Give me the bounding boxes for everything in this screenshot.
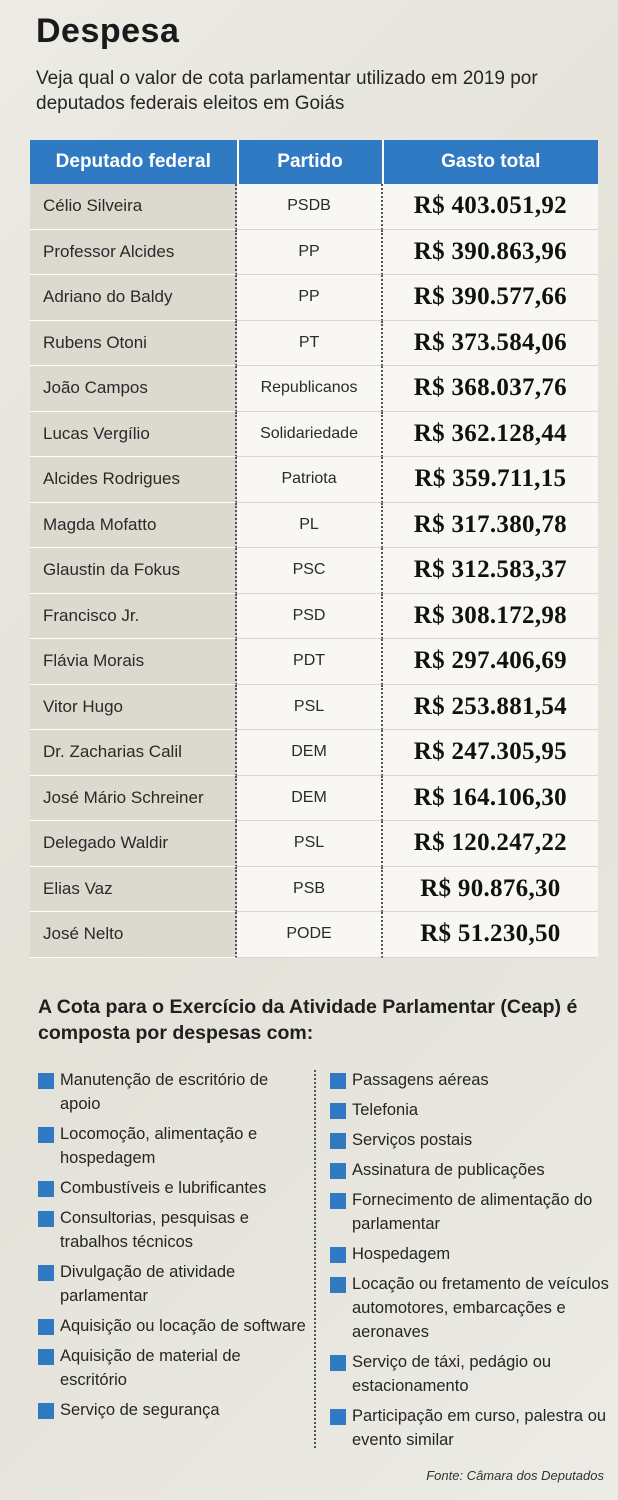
ceap-list-item [330,1272,610,1344]
blue-square-bullet-icon [38,1319,54,1335]
blue-square-bullet-icon [330,1277,346,1293]
blue-square-bullet-icon [38,1265,54,1281]
ceap-item-text: Assinatura de publicações [352,1161,545,1179]
table-row [30,412,598,458]
ceap-item-text: Serviço de táxi, pedágio ou estacionamento [352,1353,552,1395]
total-spent: R$ 51.230,50 [383,912,598,958]
total-spent: R$ 120.247,22 [383,821,598,867]
deputy-name: Dr. Zacharias Calil [30,730,237,776]
ceap-item-text: Locomoção, alimentação e hospedagem [60,1125,258,1167]
blue-square-bullet-icon [38,1211,54,1227]
ceap-list-item [38,1314,308,1338]
ceap-list-item [330,1242,610,1266]
ceap-list-item [330,1350,610,1398]
blue-square-bullet-icon [330,1163,346,1179]
ceap-item-text: Telefonia [352,1101,419,1119]
total-spent: R$ 362.128,44 [383,412,598,458]
party-name: PP [237,275,382,321]
blue-square-bullet-icon [330,1103,346,1119]
blue-square-bullet-icon [38,1073,54,1089]
column-divider [314,1070,316,1448]
blue-square-bullet-icon [330,1133,346,1149]
table-row [30,730,598,776]
ceap-item-text: Participação em curso, palestra ou evento similar [352,1407,607,1449]
party-name: PSC [237,548,382,594]
total-spent: R$ 359.711,15 [383,457,598,503]
table-row [30,503,598,549]
ceap-list-item [330,1068,610,1092]
deputy-name: Professor Alcides [30,230,237,276]
total-spent: R$ 253.881,54 [383,685,598,731]
blue-square-bullet-icon [38,1403,54,1419]
table-header [30,140,598,184]
total-spent: R$ 164.106,30 [383,776,598,822]
ceap-item-text: Hospedagem [352,1245,451,1263]
deputy-name: José Mário Schreiner [30,776,237,822]
ceap-item-text: Serviços postais [352,1131,473,1149]
blue-square-bullet-icon [38,1181,54,1197]
blue-square-bullet-icon [330,1073,346,1089]
table-row [30,275,598,321]
deputy-name: Delegado Waldir [30,821,237,867]
total-spent: R$ 373.584,06 [383,321,598,367]
deputy-name: Flávia Morais [30,639,237,685]
party-name: PT [237,321,382,367]
ceap-item-text: Locação ou fretamento de veículos automotores, embarcações e aeronaves [352,1275,609,1341]
total-spent: R$ 317.380,78 [383,503,598,549]
ceap-list-item [38,1260,308,1308]
deputy-name: Lucas Vergílio [30,412,237,458]
blue-square-bullet-icon [38,1127,54,1143]
deputy-name: Célio Silveira [30,184,237,230]
deputy-name: Glaustin da Fokus [30,548,237,594]
ceap-item-text: Passagens aéreas [352,1071,489,1089]
total-spent: R$ 247.305,95 [383,730,598,776]
party-name: PSB [237,867,382,913]
total-spent: R$ 297.406,69 [383,639,598,685]
blue-square-bullet-icon [38,1349,54,1365]
party-name: PSD [237,594,382,640]
table-body [30,184,598,958]
ceap-list-item [38,1206,308,1254]
ceap-list-item [38,1398,308,1422]
expense-table [30,140,598,958]
deputy-name: Vitor Hugo [30,685,237,731]
total-spent: R$ 390.863,96 [383,230,598,276]
table-row [30,230,598,276]
table-row [30,685,598,731]
blue-square-bullet-icon [330,1193,346,1209]
ceap-item-text: Combustíveis e lubrificantes [60,1179,267,1197]
party-name: PSL [237,821,382,867]
ceap-list-item [38,1068,308,1116]
party-name: Patriota [237,457,382,503]
total-spent: R$ 403.051,92 [383,184,598,230]
party-name: Republicanos [237,366,382,412]
source-note: Fonte: Câmara dos Deputados [426,1468,604,1483]
page-title: Despesa [36,12,180,50]
blue-square-bullet-icon [330,1355,346,1371]
party-name: Solidariedade [237,412,382,458]
ceap-list-item [330,1128,610,1152]
ceap-list-item [330,1098,610,1122]
party-name: PP [237,230,382,276]
ceap-list-item [38,1344,308,1392]
total-spent: R$ 390.577,66 [383,275,598,321]
total-spent: R$ 368.037,76 [383,366,598,412]
deputy-name: Alcides Rodrigues [30,457,237,503]
ceap-list-item [38,1122,308,1170]
deputy-name: José Nelto [30,912,237,958]
header-partido: Partido [239,140,384,184]
party-name: PODE [237,912,382,958]
table-row [30,639,598,685]
ceap-item-text: Manutenção de escritório de apoio [60,1071,269,1113]
ceap-list-item [330,1404,610,1452]
table-row [30,548,598,594]
table-row [30,184,598,230]
ceap-item-text: Serviço de segurança [60,1401,220,1419]
total-spent: R$ 90.876,30 [383,867,598,913]
party-name: PSL [237,685,382,731]
table-row [30,867,598,913]
blue-square-bullet-icon [330,1409,346,1425]
table-row [30,821,598,867]
party-name: PL [237,503,382,549]
total-spent: R$ 312.583,37 [383,548,598,594]
table-row [30,321,598,367]
table-row [30,776,598,822]
deputy-name: João Campos [30,366,237,412]
party-name: PSDB [237,184,382,230]
party-name: DEM [237,776,382,822]
table-row [30,594,598,640]
table-row [30,366,598,412]
page-subtitle: Veja qual o valor de cota parlamentar utilizado em 2019 por deputados federais eleitos em Goiás [36,68,538,114]
blue-square-bullet-icon [330,1247,346,1263]
ceap-item-text: Consultorias, pesquisas e trabalhos técnicos [60,1209,249,1251]
ceap-item-text: Divulgação de atividade parlamentar [60,1263,236,1305]
deputy-name: Elias Vaz [30,867,237,913]
total-spent: R$ 308.172,98 [383,594,598,640]
ceap-item-text: Aquisição de material de escritório [60,1347,241,1389]
ceap-list-right [330,1068,610,1458]
ceap-list-item [330,1188,610,1236]
table-row [30,912,598,958]
party-name: PDT [237,639,382,685]
ceap-heading: A Cota para o Exercício da Atividade Parlamentar (Ceap) é composta por despesas com: [38,996,578,1044]
ceap-item-text: Fornecimento de alimentação do parlamentar [352,1191,593,1233]
ceap-list-item [330,1158,610,1182]
table-row [30,457,598,503]
deputy-name: Francisco Jr. [30,594,237,640]
header-gasto: Gasto total [441,151,541,172]
deputy-name: Rubens Otoni [30,321,237,367]
ceap-item-text: Aquisição ou locação de software [60,1317,306,1335]
deputy-name: Magda Mofatto [30,503,237,549]
header-deputado: Deputado federal [30,140,239,184]
party-name: DEM [237,730,382,776]
ceap-list-left [38,1068,308,1428]
ceap-list-item [38,1176,308,1200]
deputy-name: Adriano do Baldy [30,275,237,321]
